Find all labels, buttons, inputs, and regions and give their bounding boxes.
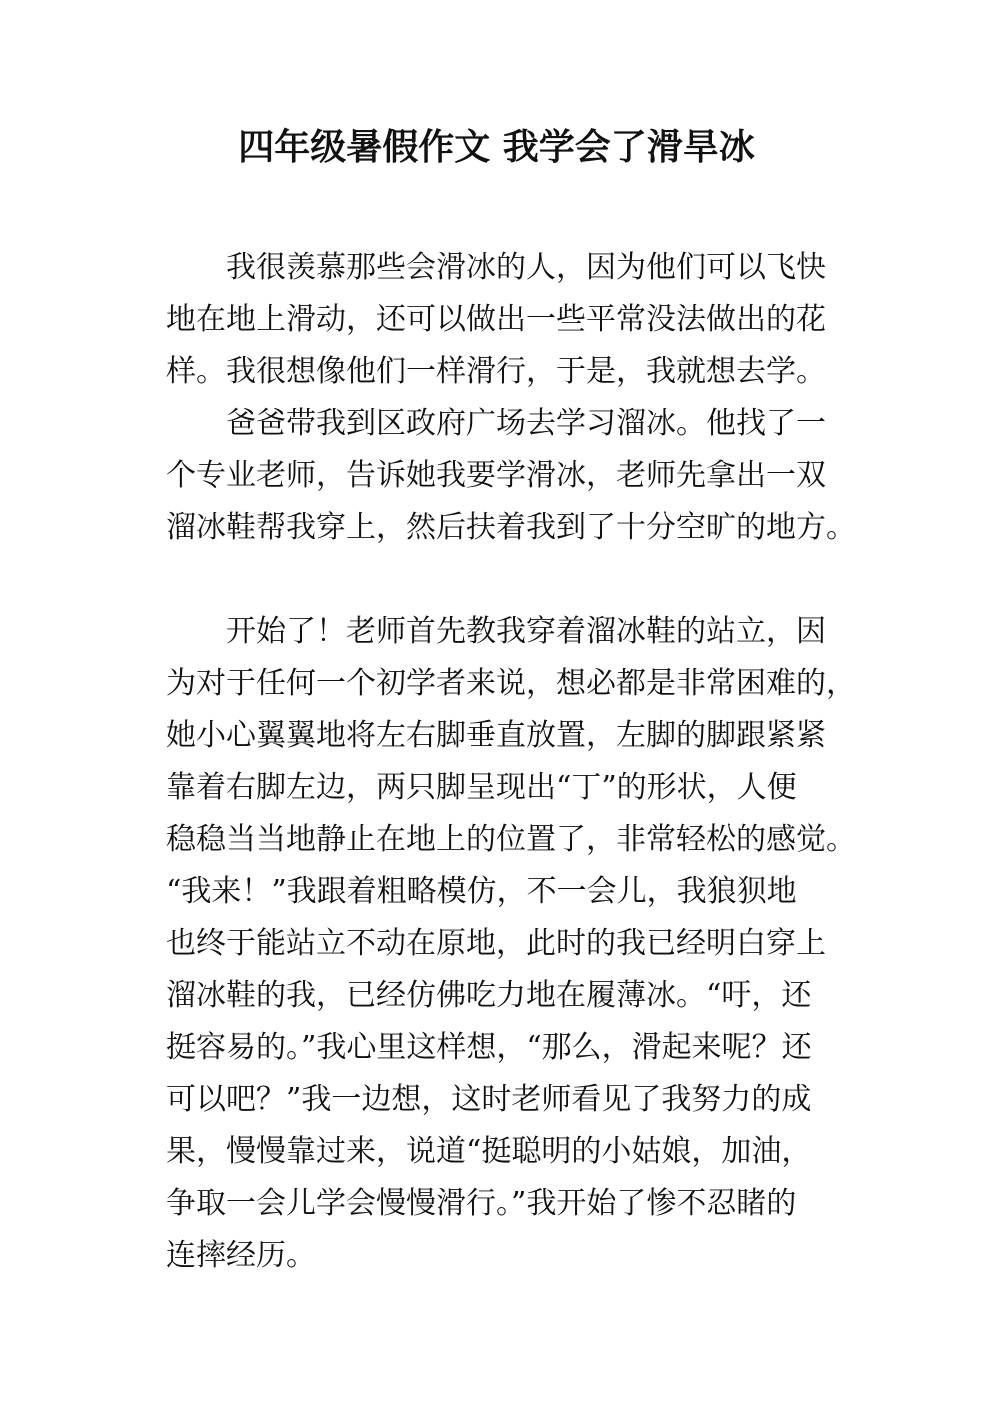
paragraph-3	[166, 606, 856, 1282]
text-line: 靠着右脚左边，两只脚呈现出“丁”的形状，人便	[166, 770, 797, 805]
text-line: 挺容易的。”我心里这样想，“那么，滑起来呢？还	[166, 1030, 812, 1065]
paragraph-1	[166, 242, 846, 398]
text-line: 爸爸带我到区政府广场去学习溜冰。他找了一	[226, 406, 826, 441]
text-line: 溜冰鞋的我，已经仿佛吃力地在履薄冰。“吁，还	[166, 978, 812, 1013]
text-line: 争取一会儿学会慢慢滑行。”我开始了惨不忍睹的	[166, 1186, 797, 1221]
text-line: 连摔经历。	[166, 1238, 316, 1273]
text-line: 开始了！老师首先教我穿着溜冰鞋的站立，因	[226, 614, 826, 649]
text-line: 她小心翼翼地将左右脚垂直放置，左脚的脚跟紧紧	[166, 718, 826, 753]
blank-line	[166, 554, 846, 606]
paragraph-2	[166, 398, 856, 554]
text-line: 样。我很想像他们一样滑行，于是，我就想去学。	[166, 354, 826, 389]
text-line: 个专业老师，告诉她我要学滑冰，老师先拿出一双	[166, 458, 826, 493]
text-line: 为对于任何一个初学者来说，想必都是非常困难的，	[166, 666, 856, 701]
text-line: 可以吧？”我一边想，这时老师看见了我努力的成	[166, 1082, 812, 1117]
text-line: 稳稳当当地静止在地上的位置了，非常轻松的感觉。	[166, 822, 856, 857]
text-line: 果，慢慢靠过来，说道“挺聪明的小姑娘，加油，	[166, 1134, 812, 1169]
text-line: 我很羡慕那些会滑冰的人，因为他们可以飞快	[226, 250, 826, 285]
document-body	[166, 242, 856, 1282]
text-line: “我来！”我跟着粗略模仿，不一会儿，我狼狈地	[166, 874, 797, 909]
document-title: 四年级暑假作文 我学会了滑旱冰	[238, 127, 755, 168]
text-line: 溜冰鞋帮我穿上，然后扶着我到了十分空旷的地方。	[166, 510, 856, 545]
text-line: 也终于能站立不动在原地，此时的我已经明白穿上	[166, 926, 826, 961]
text-line: 地在地上滑动，还可以做出一些平常没法做出的花	[166, 302, 826, 337]
